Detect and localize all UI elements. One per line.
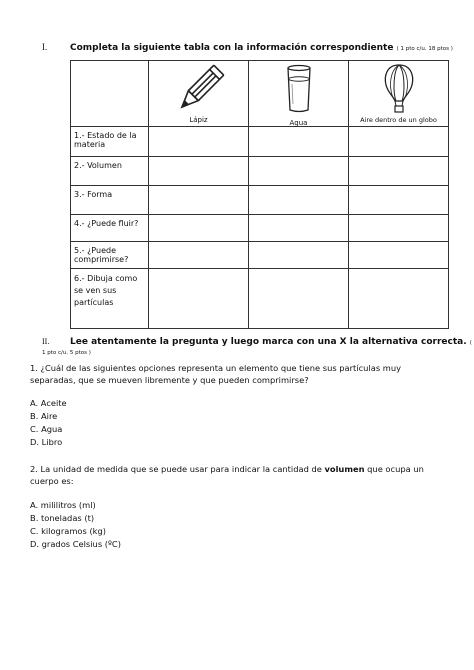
question-1-option-d[interactable]: D. Libro <box>30 437 63 447</box>
answer-cell[interactable] <box>249 269 349 329</box>
row-label-flow: 4.- ¿Puede fluir? <box>71 215 149 242</box>
table-row <box>71 215 449 242</box>
row-label-shape: 3.- Forma <box>71 186 149 215</box>
answer-cell[interactable] <box>149 157 249 186</box>
answer-cell[interactable] <box>249 242 349 269</box>
answer-cell[interactable] <box>149 127 249 157</box>
question-2-text-end: que ocupa un cuerpo es: <box>30 464 424 486</box>
section-1-heading <box>42 42 453 53</box>
question-1-text: 1. ¿Cuál de las siguientes opciones representa un elemento que tiene sus partículas muy separadas, que se mueven libremente y que pueden comprimirse? <box>30 363 402 385</box>
row-label-compress: 5.- ¿Puede comprimirse? <box>71 242 149 269</box>
row-label-volume: 2.- Volumen <box>71 157 149 186</box>
question-2-text-start: 2. La unidad de medida que se puede usar para indicar la cantidad de <box>30 464 325 474</box>
column-header-pencil <box>149 61 249 127</box>
table-row <box>71 269 449 329</box>
question-2-option-d[interactable]: D. grados Celsius (ºC) <box>30 539 121 549</box>
question-2-option-b[interactable]: B. toneladas (t) <box>30 513 95 523</box>
section-1-number: I. <box>42 42 48 52</box>
answer-cell[interactable] <box>149 242 249 269</box>
table-header-row <box>71 61 449 127</box>
row-label-state: 1.- Estado de la materia <box>71 127 149 157</box>
table-row <box>71 157 449 186</box>
answer-cell[interactable] <box>249 186 349 215</box>
question-2-option-a[interactable]: A. mililitros (ml) <box>30 500 96 510</box>
answer-cell[interactable] <box>149 215 249 242</box>
table-row <box>71 242 449 269</box>
question-2-text <box>30 463 440 487</box>
section-2-number: II. <box>42 337 50 346</box>
table-row <box>71 186 449 215</box>
column-label-balloon: Aire dentro de un globo <box>360 116 437 124</box>
answer-cell[interactable] <box>249 215 349 242</box>
column-header-water <box>249 61 349 127</box>
question-1-option-b[interactable]: B. Aire <box>30 411 58 421</box>
column-header-balloon <box>349 61 449 127</box>
answer-cell[interactable] <box>349 242 449 269</box>
section-1-title: Completa la siguiente tabla con la información correspondiente <box>70 43 394 53</box>
question-2-option-c[interactable]: C. kilogramos (kg) <box>30 526 106 536</box>
glass-of-water-icon <box>284 64 314 114</box>
answer-cell[interactable] <box>249 157 349 186</box>
table-row <box>71 127 449 157</box>
section-2-title: Lee atentamente la pregunta y luego marca con una X la alternativa correcta. <box>70 337 467 347</box>
question-2-keyword: volumen <box>324 464 365 474</box>
answer-cell[interactable] <box>149 269 249 329</box>
answer-cell[interactable] <box>349 157 449 186</box>
answer-cell[interactable] <box>349 127 449 157</box>
question-1-option-c[interactable]: C. Agua <box>30 424 63 434</box>
pencil-icon <box>171 64 227 116</box>
table-corner-cell <box>71 61 149 127</box>
row-label-particles: 6.- Dibuja como se ven sus partículas <box>71 269 149 329</box>
matter-properties-table <box>70 60 449 329</box>
answer-cell[interactable] <box>349 269 449 329</box>
answer-cell[interactable] <box>249 127 349 157</box>
answer-cell[interactable] <box>349 215 449 242</box>
column-label-pencil: Lápiz <box>189 116 208 124</box>
answer-cell[interactable] <box>149 186 249 215</box>
hot-air-balloon-icon <box>382 63 416 115</box>
section-1-points: ( 1 pto c/u. 18 ptos ) <box>396 46 453 52</box>
column-label-water: Agua <box>289 119 308 127</box>
answer-cell[interactable] <box>349 186 449 215</box>
section-2-heading <box>42 337 474 357</box>
section-2-points: ( 1 pto c/u. 5 ptos ) <box>42 340 472 356</box>
question-1-option-a[interactable]: A. Aceite <box>30 398 67 408</box>
